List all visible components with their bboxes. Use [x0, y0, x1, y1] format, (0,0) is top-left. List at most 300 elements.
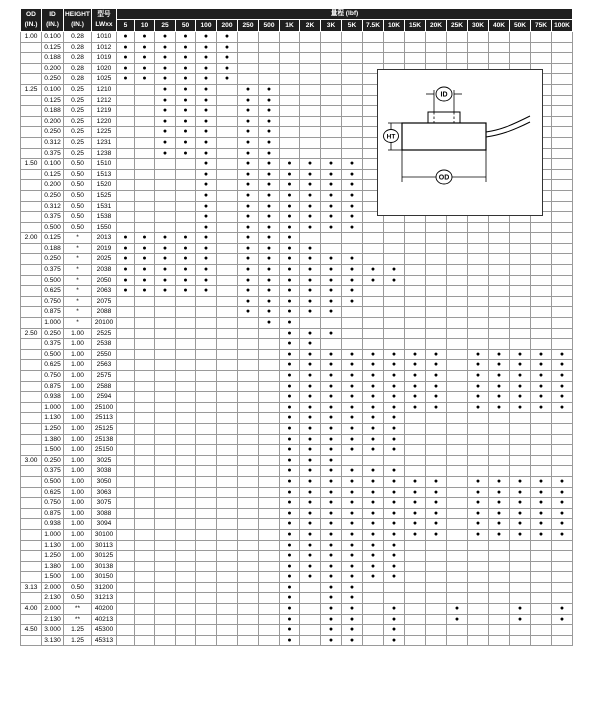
available-dot: ● — [489, 529, 510, 540]
empty-cell — [217, 551, 238, 562]
available-dot: ● — [217, 63, 238, 74]
empty-cell — [342, 233, 363, 244]
model-cell: 25138 — [92, 434, 117, 445]
available-dot: ● — [552, 402, 573, 413]
empty-cell — [405, 604, 426, 615]
available-dot: ● — [300, 275, 321, 286]
empty-cell — [489, 413, 510, 424]
available-dot: ● — [238, 222, 259, 233]
empty-cell — [426, 222, 447, 233]
available-dot: ● — [552, 498, 573, 509]
available-dot: ● — [176, 106, 196, 117]
available-dot: ● — [259, 190, 280, 201]
available-dot: ● — [384, 371, 405, 382]
od-cell: 3.00 — [21, 455, 42, 466]
id-cell: 0.750 — [42, 296, 64, 307]
model-cell: 2025 — [92, 254, 117, 265]
height-cell: 1.00 — [64, 508, 92, 519]
height-cell: 1.00 — [64, 561, 92, 572]
empty-cell — [238, 476, 259, 487]
available-dot: ● — [531, 487, 552, 498]
available-dot: ● — [176, 286, 196, 297]
empty-cell — [405, 254, 426, 265]
available-dot: ● — [363, 349, 384, 360]
available-dot: ● — [405, 508, 426, 519]
available-dot: ● — [238, 84, 259, 95]
available-dot: ● — [135, 265, 155, 276]
available-dot: ● — [321, 413, 342, 424]
empty-cell — [217, 307, 238, 318]
empty-cell — [117, 180, 135, 191]
model-cell: 1220 — [92, 116, 117, 127]
empty-cell — [321, 84, 342, 95]
height-cell: 1.00 — [64, 434, 92, 445]
model-cell: 31200 — [92, 582, 117, 593]
table-row — [21, 371, 573, 382]
empty-cell — [135, 540, 155, 551]
height-cell: 0.25 — [64, 116, 92, 127]
model-cell: 2019 — [92, 243, 117, 254]
available-dot: ● — [196, 286, 217, 297]
empty-cell — [217, 212, 238, 223]
available-dot: ● — [238, 286, 259, 297]
empty-cell — [217, 371, 238, 382]
id-cell: 1.000 — [42, 529, 64, 540]
empty-cell — [363, 53, 384, 64]
available-dot: ● — [342, 371, 363, 382]
height-cell: 1.00 — [64, 328, 92, 339]
available-dot: ● — [196, 42, 217, 53]
available-dot: ● — [363, 413, 384, 424]
od-cell — [21, 561, 42, 572]
od-cell — [21, 148, 42, 159]
available-dot: ● — [300, 551, 321, 562]
empty-cell — [426, 339, 447, 350]
empty-cell — [426, 413, 447, 424]
empty-cell — [447, 339, 468, 350]
empty-cell — [384, 42, 405, 53]
empty-cell — [155, 508, 176, 519]
od-cell — [21, 614, 42, 625]
empty-cell — [217, 328, 238, 339]
od-cell — [21, 265, 42, 276]
available-dot: ● — [155, 74, 176, 85]
empty-cell — [447, 582, 468, 593]
available-dot: ● — [342, 540, 363, 551]
empty-cell — [552, 275, 573, 286]
height-cell: 0.50 — [64, 201, 92, 212]
empty-cell — [300, 116, 321, 127]
empty-cell — [447, 233, 468, 244]
available-dot: ● — [321, 201, 342, 212]
od-cell — [21, 74, 42, 85]
model-cell: 3025 — [92, 455, 117, 466]
empty-cell — [510, 42, 531, 53]
available-dot: ● — [135, 243, 155, 254]
height-cell: * — [64, 265, 92, 276]
available-dot: ● — [552, 604, 573, 615]
empty-cell — [405, 32, 426, 43]
available-dot: ● — [342, 466, 363, 477]
empty-cell — [552, 95, 573, 106]
height-cell: 1.00 — [64, 498, 92, 509]
table-row — [21, 328, 573, 339]
available-dot: ● — [321, 254, 342, 265]
empty-cell — [489, 254, 510, 265]
empty-cell — [217, 519, 238, 530]
empty-cell — [259, 572, 280, 583]
table-row — [21, 254, 573, 265]
empty-cell — [489, 582, 510, 593]
model-cell: 1538 — [92, 212, 117, 223]
available-dot: ● — [321, 159, 342, 170]
empty-cell — [155, 635, 176, 646]
empty-cell — [196, 307, 217, 318]
model-cell: 3063 — [92, 487, 117, 498]
available-dot: ● — [259, 296, 280, 307]
empty-cell — [510, 286, 531, 297]
available-dot: ● — [489, 381, 510, 392]
available-dot: ● — [155, 148, 176, 159]
height-cell: 1.00 — [64, 402, 92, 413]
available-dot: ● — [238, 265, 259, 276]
empty-cell — [196, 402, 217, 413]
empty-cell — [510, 635, 531, 646]
available-dot: ● — [447, 614, 468, 625]
empty-cell — [489, 614, 510, 625]
available-dot: ● — [135, 32, 155, 43]
empty-cell — [217, 635, 238, 646]
empty-cell — [217, 233, 238, 244]
available-dot: ● — [342, 360, 363, 371]
id-cell: 2.000 — [42, 604, 64, 615]
empty-cell — [135, 561, 155, 572]
empty-cell — [552, 328, 573, 339]
empty-cell — [468, 53, 489, 64]
empty-cell — [196, 434, 217, 445]
empty-cell — [217, 360, 238, 371]
od-cell — [21, 275, 42, 286]
available-dot: ● — [238, 254, 259, 265]
empty-cell — [468, 445, 489, 456]
empty-cell — [531, 286, 552, 297]
available-dot: ● — [280, 455, 300, 466]
empty-cell — [447, 572, 468, 583]
available-dot: ● — [300, 381, 321, 392]
available-dot: ● — [531, 476, 552, 487]
empty-cell — [531, 275, 552, 286]
empty-cell — [238, 413, 259, 424]
empty-cell — [238, 349, 259, 360]
empty-cell — [447, 476, 468, 487]
available-dot: ● — [300, 169, 321, 180]
available-dot: ● — [321, 381, 342, 392]
empty-cell — [426, 265, 447, 276]
available-dot: ● — [342, 254, 363, 265]
available-dot: ● — [217, 74, 238, 85]
available-dot: ● — [280, 508, 300, 519]
empty-cell — [238, 63, 259, 74]
model-cell: 2588 — [92, 381, 117, 392]
available-dot: ● — [280, 212, 300, 223]
available-dot: ● — [259, 95, 280, 106]
empty-cell — [217, 318, 238, 329]
empty-cell — [447, 392, 468, 403]
load-cell-diagram — [377, 69, 543, 216]
empty-cell — [135, 635, 155, 646]
empty-cell — [405, 614, 426, 625]
height-cell: 0.28 — [64, 74, 92, 85]
empty-cell — [238, 508, 259, 519]
available-dot: ● — [489, 508, 510, 519]
empty-cell — [135, 318, 155, 329]
height-cell: 0.25 — [64, 127, 92, 138]
empty-cell — [447, 434, 468, 445]
empty-cell — [300, 95, 321, 106]
available-dot: ● — [342, 265, 363, 276]
empty-cell — [489, 296, 510, 307]
model-cell: 30113 — [92, 540, 117, 551]
empty-cell — [117, 106, 135, 117]
capacity-header-200: 200 — [217, 20, 238, 32]
empty-cell — [300, 84, 321, 95]
id-cell: 0.875 — [42, 381, 64, 392]
available-dot: ● — [384, 561, 405, 572]
available-dot: ● — [342, 423, 363, 434]
od-cell — [21, 349, 42, 360]
id-cell: 0.250 — [42, 74, 64, 85]
table-row — [21, 434, 573, 445]
empty-cell — [117, 137, 135, 148]
empty-cell — [300, 63, 321, 74]
model-cell: 3094 — [92, 519, 117, 530]
empty-cell — [238, 53, 259, 64]
model-cell: 25113 — [92, 413, 117, 424]
available-dot: ● — [468, 402, 489, 413]
available-dot: ● — [300, 476, 321, 487]
empty-cell — [117, 635, 135, 646]
available-dot: ● — [196, 190, 217, 201]
available-dot: ● — [117, 63, 135, 74]
empty-cell — [217, 296, 238, 307]
empty-cell — [531, 625, 552, 636]
empty-cell — [176, 434, 196, 445]
empty-cell — [552, 190, 573, 201]
table-row — [21, 360, 573, 371]
empty-cell — [196, 582, 217, 593]
available-dot: ● — [363, 540, 384, 551]
height-cell: 0.28 — [64, 32, 92, 43]
available-dot: ● — [321, 392, 342, 403]
available-dot: ● — [405, 371, 426, 382]
empty-cell — [135, 180, 155, 191]
empty-cell — [552, 593, 573, 604]
capacity-header-5: 5 — [117, 20, 135, 32]
available-dot: ● — [342, 159, 363, 170]
empty-cell — [384, 233, 405, 244]
available-dot: ● — [217, 53, 238, 64]
empty-cell — [510, 296, 531, 307]
empty-cell — [405, 445, 426, 456]
empty-cell — [552, 84, 573, 95]
id-cell: 1.380 — [42, 561, 64, 572]
table-row — [21, 307, 573, 318]
empty-cell — [342, 63, 363, 74]
available-dot: ● — [531, 371, 552, 382]
empty-cell — [259, 349, 280, 360]
empty-cell — [155, 371, 176, 382]
model-cell: 1531 — [92, 201, 117, 212]
empty-cell — [363, 593, 384, 604]
available-dot: ● — [363, 551, 384, 562]
empty-cell — [531, 434, 552, 445]
available-dot: ● — [531, 402, 552, 413]
empty-cell — [426, 540, 447, 551]
empty-cell — [531, 254, 552, 265]
available-dot: ● — [176, 95, 196, 106]
available-dot: ● — [468, 349, 489, 360]
available-dot: ● — [300, 296, 321, 307]
empty-cell — [300, 127, 321, 138]
capacity-header-20k: 20K — [426, 20, 447, 32]
available-dot: ● — [321, 487, 342, 498]
empty-cell — [217, 476, 238, 487]
available-dot: ● — [300, 561, 321, 572]
empty-cell — [135, 296, 155, 307]
table-row — [21, 487, 573, 498]
available-dot: ● — [196, 127, 217, 138]
available-dot: ● — [196, 254, 217, 265]
model-cell: 30125 — [92, 551, 117, 562]
od-cell — [21, 508, 42, 519]
id-cell: 3.000 — [42, 625, 64, 636]
available-dot: ● — [321, 434, 342, 445]
available-dot: ● — [176, 243, 196, 254]
empty-cell — [468, 286, 489, 297]
empty-cell — [196, 635, 217, 646]
available-dot: ● — [135, 254, 155, 265]
available-dot: ● — [321, 614, 342, 625]
capacity-header-10: 10 — [135, 20, 155, 32]
available-dot: ● — [426, 476, 447, 487]
available-dot: ● — [384, 635, 405, 646]
empty-cell — [259, 381, 280, 392]
available-dot: ● — [321, 508, 342, 519]
load-cell-drawing — [378, 70, 542, 215]
table-row — [21, 392, 573, 403]
od-cell — [21, 180, 42, 191]
empty-cell — [117, 551, 135, 562]
empty-cell — [342, 148, 363, 159]
id-cell: 0.375 — [42, 466, 64, 477]
available-dot: ● — [155, 127, 176, 138]
available-dot: ● — [280, 635, 300, 646]
available-dot: ● — [531, 529, 552, 540]
empty-cell — [510, 318, 531, 329]
empty-cell — [363, 318, 384, 329]
empty-cell — [217, 625, 238, 636]
available-dot: ● — [259, 180, 280, 191]
empty-cell — [117, 84, 135, 95]
empty-cell — [405, 328, 426, 339]
empty-cell — [510, 254, 531, 265]
available-dot: ● — [176, 127, 196, 138]
empty-cell — [510, 423, 531, 434]
available-dot: ● — [363, 381, 384, 392]
empty-cell — [117, 392, 135, 403]
available-dot: ● — [259, 84, 280, 95]
height-cell: 0.28 — [64, 42, 92, 53]
od-cell: 3.13 — [21, 582, 42, 593]
empty-cell — [196, 498, 217, 509]
height-cell: 1.00 — [64, 476, 92, 487]
empty-cell — [426, 328, 447, 339]
model-cell: 1550 — [92, 222, 117, 233]
empty-cell — [117, 625, 135, 636]
available-dot: ● — [321, 476, 342, 487]
model-cell: 1231 — [92, 137, 117, 148]
empty-cell — [405, 572, 426, 583]
id-cell: 0.938 — [42, 392, 64, 403]
id-cell: 0.500 — [42, 222, 64, 233]
empty-cell — [363, 328, 384, 339]
available-dot: ● — [363, 519, 384, 530]
available-dot: ● — [426, 498, 447, 509]
available-dot: ● — [155, 106, 176, 117]
height-cell: * — [64, 243, 92, 254]
available-dot: ● — [489, 392, 510, 403]
model-cell: 2575 — [92, 371, 117, 382]
empty-cell — [531, 222, 552, 233]
empty-cell — [552, 201, 573, 212]
available-dot: ● — [321, 286, 342, 297]
empty-cell — [447, 413, 468, 424]
height-cell: 0.25 — [64, 148, 92, 159]
table-row — [21, 604, 573, 615]
empty-cell — [155, 413, 176, 424]
empty-cell — [135, 95, 155, 106]
available-dot: ● — [176, 265, 196, 276]
available-dot: ● — [363, 529, 384, 540]
empty-cell — [489, 307, 510, 318]
available-dot: ● — [238, 243, 259, 254]
available-dot: ● — [384, 540, 405, 551]
available-dot: ● — [342, 551, 363, 562]
empty-cell — [155, 434, 176, 445]
empty-cell — [384, 32, 405, 43]
empty-cell — [300, 42, 321, 53]
available-dot: ● — [280, 413, 300, 424]
empty-cell — [363, 42, 384, 53]
available-dot: ● — [321, 360, 342, 371]
empty-cell — [426, 625, 447, 636]
empty-cell — [531, 572, 552, 583]
empty-cell — [405, 339, 426, 350]
od-cell: 4.00 — [21, 604, 42, 615]
empty-cell — [447, 296, 468, 307]
available-dot: ● — [280, 519, 300, 530]
empty-cell — [117, 487, 135, 498]
empty-cell — [552, 423, 573, 434]
empty-cell — [447, 593, 468, 604]
id-cell: 0.500 — [42, 349, 64, 360]
od-cell — [21, 392, 42, 403]
empty-cell — [426, 561, 447, 572]
id-cell: 0.312 — [42, 201, 64, 212]
empty-cell — [135, 137, 155, 148]
empty-cell — [259, 540, 280, 551]
available-dot: ● — [280, 561, 300, 572]
